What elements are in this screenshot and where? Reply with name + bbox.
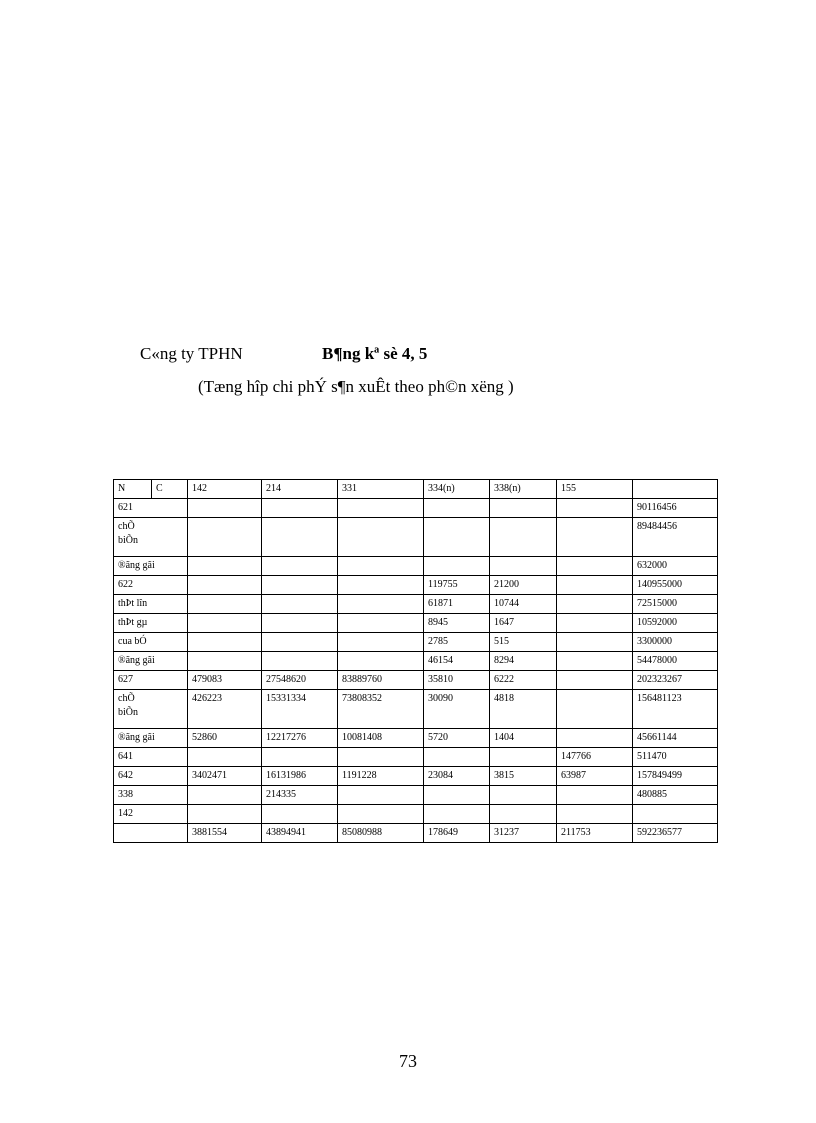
table-cell: 426223	[188, 690, 262, 729]
table-cell: 4818	[490, 690, 557, 729]
table-cell	[338, 499, 424, 518]
table-cell	[557, 671, 633, 690]
table-cell	[338, 805, 424, 824]
table-cell: 2785	[424, 633, 490, 652]
table-cell: 85080988	[338, 824, 424, 843]
row-label-line: thÞt lîn	[118, 598, 148, 609]
table-cell	[424, 786, 490, 805]
table-row	[114, 729, 718, 748]
row-label	[114, 786, 188, 805]
table-cell	[262, 652, 338, 671]
row-label-line: 142	[118, 808, 133, 819]
table-cell	[557, 729, 633, 748]
table-cell: 211753	[557, 824, 633, 843]
table-cell: 46154	[424, 652, 490, 671]
row-label-line: chÕ	[118, 693, 135, 704]
table-cell: 479083	[188, 671, 262, 690]
table-cell: 5720	[424, 729, 490, 748]
table-cell	[188, 748, 262, 767]
row-label	[114, 729, 188, 748]
table-cell	[188, 557, 262, 576]
table-cell	[188, 518, 262, 557]
column-header: 334(n)	[424, 480, 490, 499]
table-row	[114, 557, 718, 576]
header-credit: C	[156, 483, 163, 494]
table-cell: 23084	[424, 767, 490, 786]
table-cell: 31237	[490, 824, 557, 843]
table-row	[114, 671, 718, 690]
table-cell	[338, 576, 424, 595]
row-label-line: biÕn	[118, 535, 138, 546]
table-row	[114, 805, 718, 824]
table-cell	[557, 499, 633, 518]
row-label	[114, 690, 188, 729]
table-cell: 43894941	[262, 824, 338, 843]
table-cell: 72515000	[633, 595, 718, 614]
table-cell: 73808352	[338, 690, 424, 729]
table-cell	[424, 557, 490, 576]
table-cell: 83889760	[338, 671, 424, 690]
table-cell	[557, 805, 633, 824]
table-cell: 89484456	[633, 518, 718, 557]
table-cell: 61871	[424, 595, 490, 614]
table-row	[114, 786, 718, 805]
table-cell: 12217276	[262, 729, 338, 748]
table-cell: 8945	[424, 614, 490, 633]
column-header: 331	[338, 480, 424, 499]
row-label	[114, 824, 188, 843]
row-label-line: 641	[118, 751, 133, 762]
table-cell	[557, 614, 633, 633]
table-cell: 178649	[424, 824, 490, 843]
table-cell	[490, 805, 557, 824]
row-label-line: ®ãng gãi	[118, 655, 155, 666]
table-cell: 632000	[633, 557, 718, 576]
table-cell: 27548620	[262, 671, 338, 690]
row-label-line: biÕn	[118, 707, 138, 718]
table-cell	[338, 595, 424, 614]
table-cell: 3815	[490, 767, 557, 786]
table-cell	[338, 786, 424, 805]
table-row	[114, 614, 718, 633]
table-cell: 45661144	[633, 729, 718, 748]
table-cell	[338, 614, 424, 633]
header-debit: N	[114, 480, 152, 498]
table-cell	[262, 557, 338, 576]
table-cell: 480885	[633, 786, 718, 805]
table-cell: 147766	[557, 748, 633, 767]
table-cell	[424, 499, 490, 518]
table-cell	[557, 652, 633, 671]
table-row	[114, 652, 718, 671]
table-cell	[557, 518, 633, 557]
table-cell	[557, 557, 633, 576]
table-row	[114, 499, 718, 518]
table-cell: 1647	[490, 614, 557, 633]
table-cell	[557, 633, 633, 652]
row-label-line: chÕ	[118, 521, 135, 532]
page-number: 73	[399, 1051, 417, 1071]
row-label	[114, 748, 188, 767]
table-cell: 63987	[557, 767, 633, 786]
table-cell: 8294	[490, 652, 557, 671]
row-label-line: 338	[118, 789, 133, 800]
table-cell	[338, 748, 424, 767]
table-cell	[338, 633, 424, 652]
table-cell	[338, 518, 424, 557]
row-label	[114, 652, 188, 671]
table-cell	[490, 748, 557, 767]
document-title: B¶ng kª sè 4, 5	[322, 344, 428, 363]
row-label	[114, 499, 188, 518]
table-cell: 3300000	[633, 633, 718, 652]
table-cell: 10081408	[338, 729, 424, 748]
table-cell	[188, 499, 262, 518]
row-label	[114, 557, 188, 576]
table-cell: 1191228	[338, 767, 424, 786]
table-cell	[262, 595, 338, 614]
row-label-line: ®ãng gãi	[118, 560, 155, 571]
table-cell: 52860	[188, 729, 262, 748]
table-cell: 10744	[490, 595, 557, 614]
row-label	[114, 518, 188, 557]
table-cell: 90116456	[633, 499, 718, 518]
table-row	[114, 767, 718, 786]
row-label-line: 621	[118, 502, 133, 513]
row-label-line: thÞt gµ	[118, 617, 148, 628]
row-label	[114, 805, 188, 824]
column-header: 214	[262, 480, 338, 499]
table-row	[114, 824, 718, 843]
table-cell	[188, 595, 262, 614]
row-label-line: 622	[118, 579, 133, 590]
table-cell: 21200	[490, 576, 557, 595]
table-cell	[188, 652, 262, 671]
row-label	[114, 767, 188, 786]
table-cell: 157849499	[633, 767, 718, 786]
table-cell	[557, 690, 633, 729]
table-cell: 214335	[262, 786, 338, 805]
table-cell: 1404	[490, 729, 557, 748]
table-cell: 119755	[424, 576, 490, 595]
table-cell	[262, 805, 338, 824]
table-row	[114, 633, 718, 652]
table-cell	[262, 748, 338, 767]
table-cell: 6222	[490, 671, 557, 690]
table-cell: 202323267	[633, 671, 718, 690]
table-row	[114, 595, 718, 614]
column-header: 142	[188, 480, 262, 499]
table-cell	[490, 557, 557, 576]
table-cell	[338, 652, 424, 671]
table-row	[114, 518, 718, 557]
company-name: C«ng ty TPHN	[140, 344, 243, 363]
table-body	[114, 499, 718, 843]
table-cell	[262, 518, 338, 557]
header-nc-cell	[114, 480, 188, 499]
column-header	[633, 480, 718, 499]
table-cell: 16131986	[262, 767, 338, 786]
table-cell	[188, 576, 262, 595]
table-cell: 54478000	[633, 652, 718, 671]
column-header: 338(n)	[490, 480, 557, 499]
table-cell	[188, 786, 262, 805]
table-cell: 140955000	[633, 576, 718, 595]
table-cell	[188, 805, 262, 824]
table-cell	[262, 499, 338, 518]
document-subtitle: (Tæng hîp chi phÝ s¶n xuÊt theo ph©n xëng )	[198, 377, 514, 396]
table-cell	[490, 518, 557, 557]
table-cell	[633, 805, 718, 824]
table-cell	[338, 557, 424, 576]
table-cell	[557, 786, 633, 805]
table-row	[114, 576, 718, 595]
table-cell: 515	[490, 633, 557, 652]
table-cell: 30090	[424, 690, 490, 729]
table-cell	[424, 748, 490, 767]
table-cell	[188, 614, 262, 633]
table-cell	[557, 576, 633, 595]
row-label	[114, 633, 188, 652]
table-cell: 592236577	[633, 824, 718, 843]
table-cell	[490, 786, 557, 805]
table-row	[114, 690, 718, 729]
table-cell: 15331334	[262, 690, 338, 729]
table-cell	[490, 499, 557, 518]
table-cell	[262, 614, 338, 633]
table-cell	[188, 633, 262, 652]
row-label	[114, 576, 188, 595]
table-cell: 156481123	[633, 690, 718, 729]
row-label-line: ®ãng gãi	[118, 732, 155, 743]
table-cell: 35810	[424, 671, 490, 690]
table-cell	[424, 805, 490, 824]
table-cell	[557, 595, 633, 614]
table-cell: 3881554	[188, 824, 262, 843]
row-label-line: cua bÓ	[118, 636, 147, 647]
column-header: 155	[557, 480, 633, 499]
table-cell	[424, 518, 490, 557]
table-cell	[262, 633, 338, 652]
cost-summary-table	[113, 479, 718, 843]
table-cell: 10592000	[633, 614, 718, 633]
row-label-line: 627	[118, 674, 133, 685]
table-cell	[262, 576, 338, 595]
table-row	[114, 748, 718, 767]
header-row	[114, 480, 718, 499]
table-cell: 511470	[633, 748, 718, 767]
row-label-line: 642	[118, 770, 133, 781]
table-cell: 3402471	[188, 767, 262, 786]
row-label	[114, 614, 188, 633]
row-label	[114, 671, 188, 690]
row-label	[114, 595, 188, 614]
